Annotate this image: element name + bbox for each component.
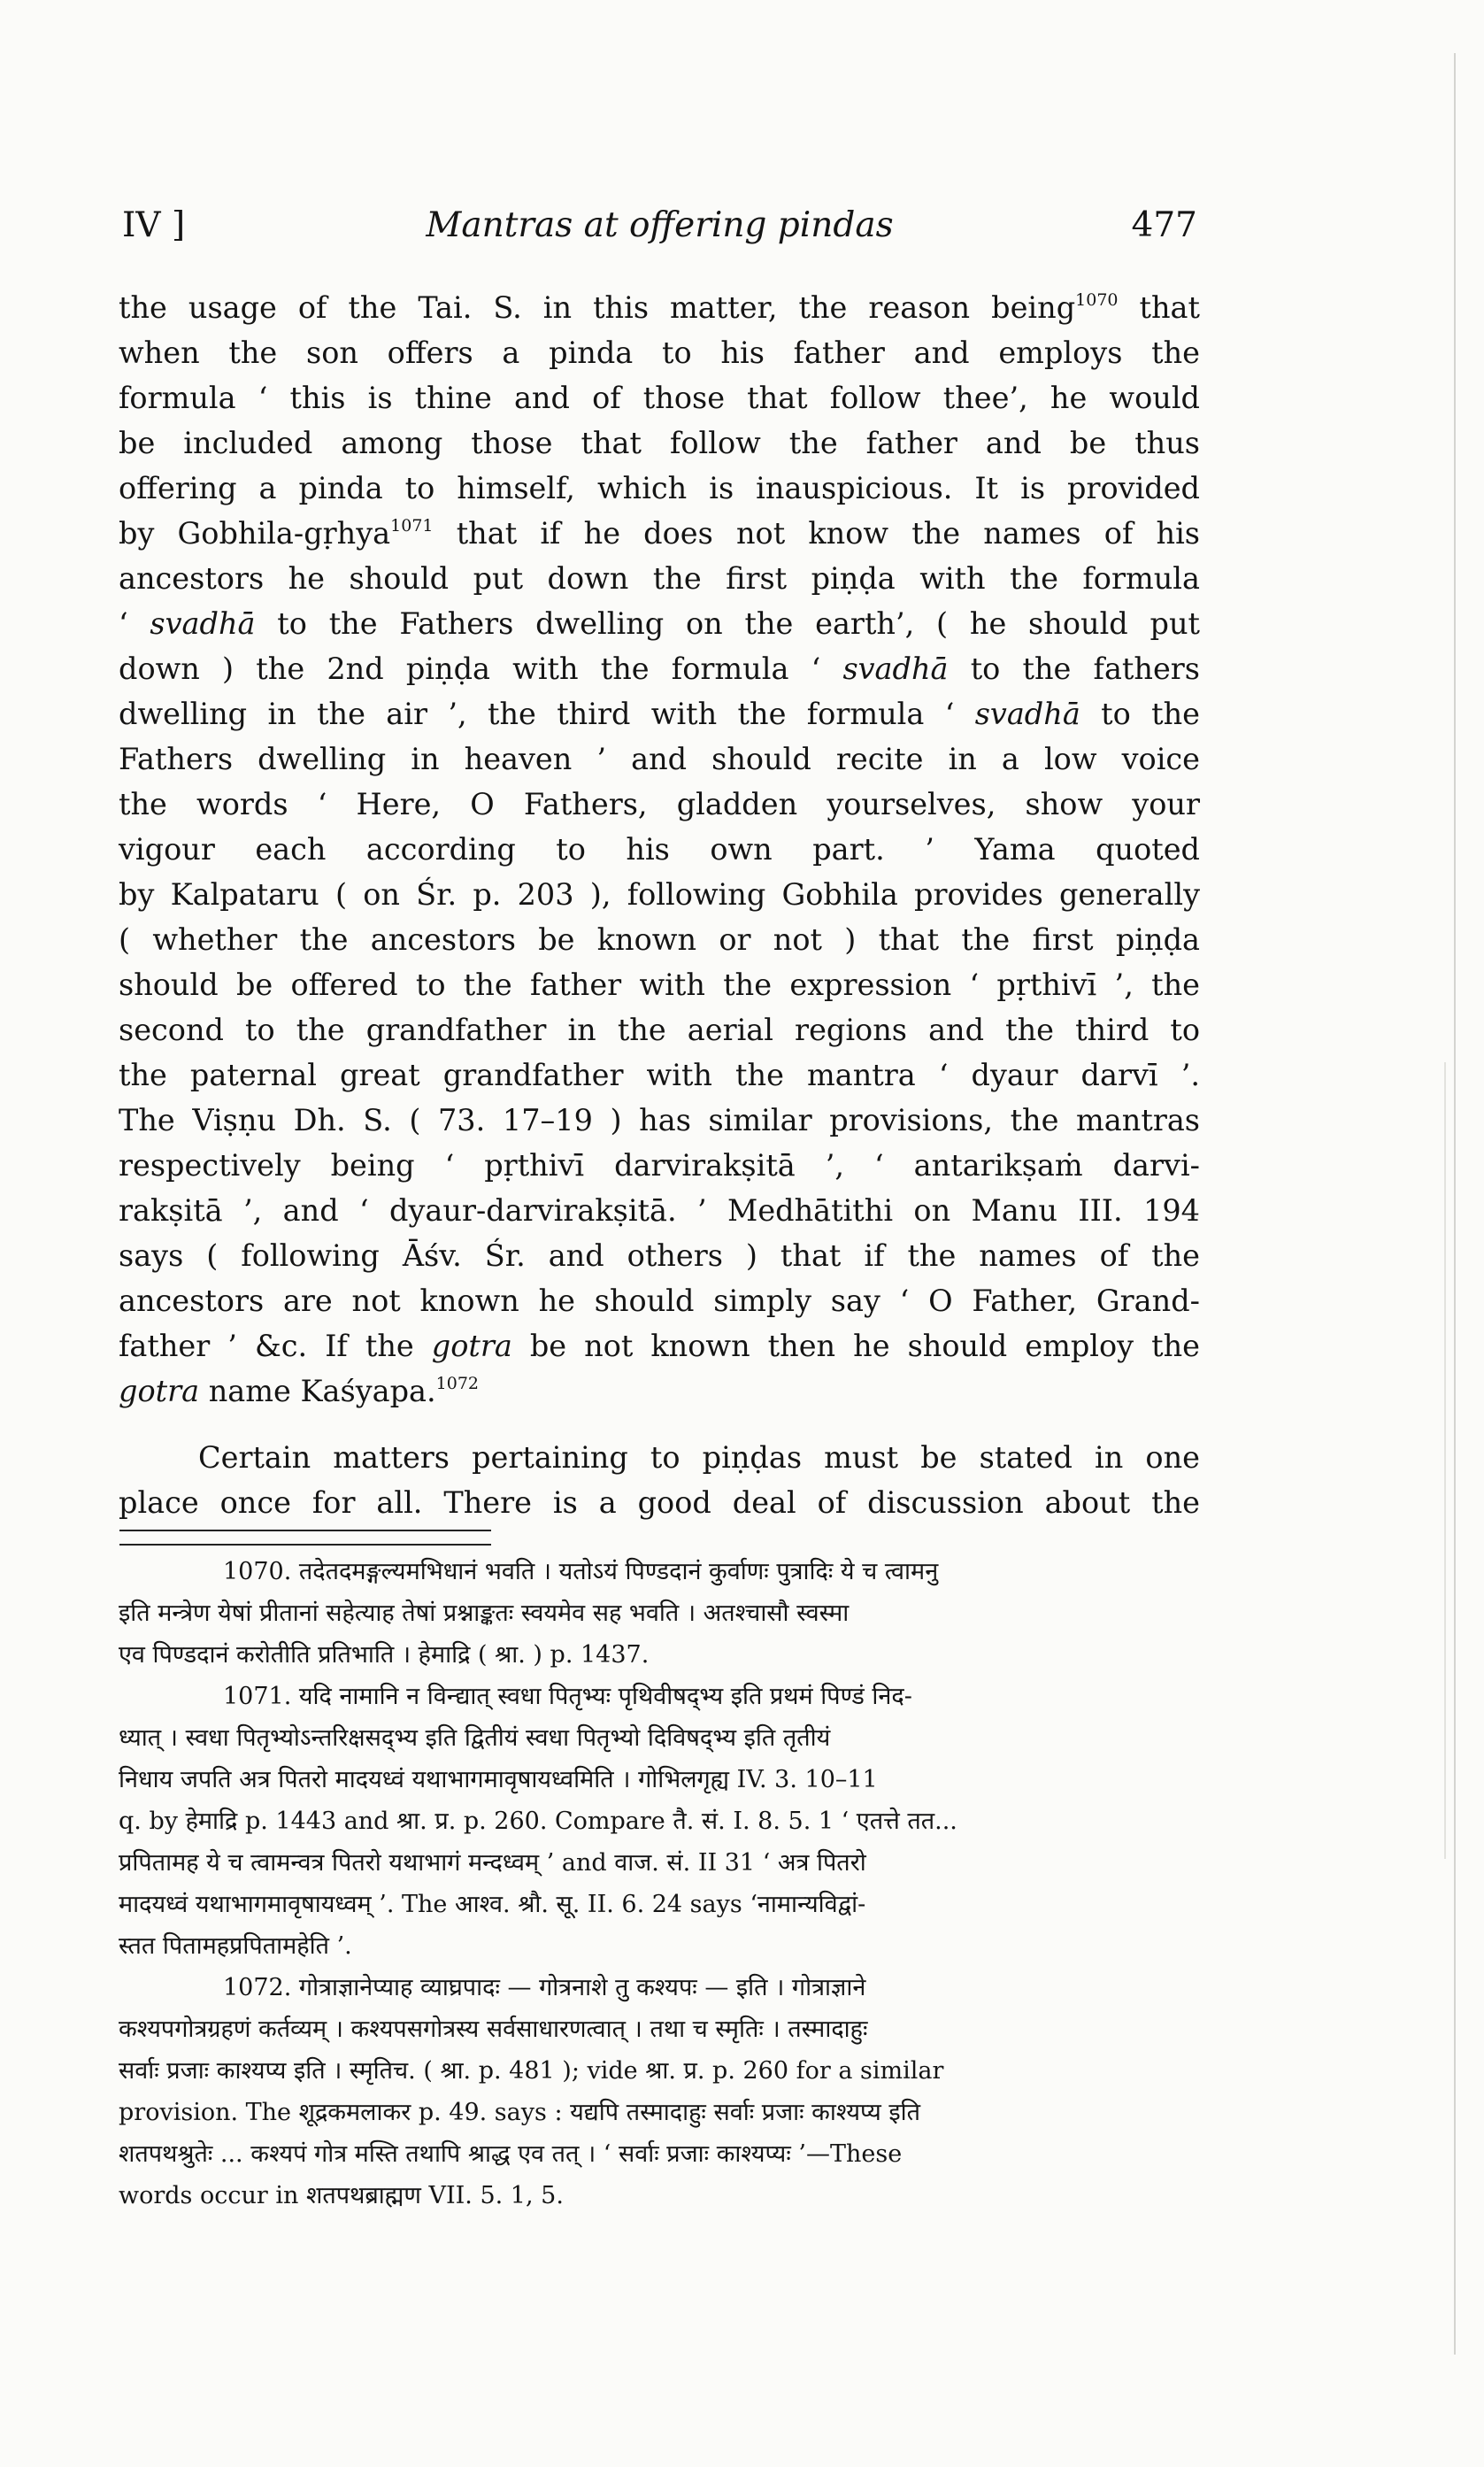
text-line: gotra name Kaśyapa.$^{1072}$ bbox=[119, 1374, 480, 1408]
footnote-line: प्रपितामह ये च त्वामन्वत्र पितरो यथाभागं मन्दध्वम् ’ and वाज. सं. II 31 ‘ अत्र पितरो bbox=[119, 1849, 866, 1877]
text-line: ( whether the ancestors be known or not ) that the first piṇḍa bbox=[119, 922, 1200, 957]
text-line: by Gobhila-gṛhya$^{1071}$ that if he does not know the names of his bbox=[119, 516, 1201, 551]
text-line: the usage of the Tai. S. in this matter, the reason being$^{1070}$ that bbox=[119, 290, 1200, 325]
footnote-line: सर्वाः प्रजाः काश्यप्य इति । स्मृतिच. ( श्रा. p. 481 ); vide श्रा. प्र. p. 260 for a similar bbox=[119, 2057, 944, 2085]
text-line: the words ‘ Here, O Fathers, gladden yourselves, show your bbox=[119, 787, 1200, 821]
text-line: Certain matters pertaining to piṇḍas must be stated in one bbox=[198, 1440, 1200, 1475]
footnote-line: इति मन्त्रेण येषां प्रीतानां सहेत्याह तेषां प्रश्नाङ्कतः स्वयमेव सह भवति । अतश्चासौ स्वस्मा bbox=[119, 1600, 850, 1627]
footnote-separator bbox=[119, 1530, 491, 1546]
text-line: the paternal great grandfather with the mantra ‘ dyaur darvī ’. bbox=[119, 1058, 1200, 1092]
footnote-line: provision. The शूद्रकमलाकर p. 49. says : यद्यपि तस्मादाहुः सर्वाः प्रजाः काश्यप्य इति bbox=[119, 2099, 921, 2126]
text-line: down ) the 2nd piṇḍa with the formula ‘ svadhā to the fathers bbox=[119, 651, 1200, 686]
text-line: ‘ svadhā to the Fathers dwelling on the earth’, ( he should put bbox=[119, 606, 1200, 641]
text-line: should be offered to the father with the expression ‘ pṛthivī ’, the bbox=[119, 968, 1200, 1002]
footnote-line: निधाय जपति अत्र पितरो मादयध्वं यथाभागमावृषायध्वमिति । गोभिलगृह्य IV. 3. 10–11 bbox=[119, 1766, 878, 1793]
footnote-line: कश्यपगोत्रग्रहणं कर्तव्यम् । कश्यपसगोत्रस्य सर्वसाधारणत्वात् । तथा च स्मृतिः । तस्मादाहुः bbox=[119, 2016, 868, 2043]
scan-margin-line bbox=[1454, 53, 1456, 2355]
text-line: ancestors he should put down the first piṇḍa with the formula bbox=[119, 561, 1200, 596]
footnote-ref: 1071 bbox=[390, 516, 434, 536]
text-line: The Viṣṇu Dh. S. ( 73. 17–19 ) has similar provisions, the mantras bbox=[119, 1103, 1200, 1137]
text-line: rakṣitā ’, and ‘ dyaur-darvirakṣitā. ’ Medhātithi on Manu III. 194 bbox=[119, 1193, 1200, 1228]
running-title: Mantras at offering pindas bbox=[426, 205, 894, 245]
chapter-marker: IV ] bbox=[122, 205, 186, 245]
scan-margin-line bbox=[1444, 1062, 1446, 1859]
footnote-line: ध्यात् । स्वधा पितृभ्योऽन्तरिक्षसद्भ्य इति द्वितीयं स्वधा पितृभ्यो दिविषद्भ्य इति तृतीयं bbox=[119, 1724, 831, 1752]
footnotes bbox=[119, 1551, 1200, 2216]
text-line: vigour each according to his own part. ’ Yama quoted bbox=[119, 832, 1200, 867]
page-number: 477 bbox=[1131, 205, 1197, 245]
page-header bbox=[122, 205, 1197, 250]
text-line: dwelling in the air ’, the third with the formula ‘ svadhā to the bbox=[119, 697, 1201, 731]
footnote-ref: 1070 bbox=[1075, 290, 1119, 310]
text-line: by Kalpataru ( on Śr. p. 203 ), following Gobhila provides generally bbox=[119, 877, 1200, 912]
footnote-line: एव पिण्डदानं करोतीति प्रतिभाति । हेमाद्रि ( श्रा. ) p. 1437. bbox=[119, 1641, 650, 1669]
footnote-line: 1072. गोत्राज्ञानेप्याह व्याघ्रपादः — गोत्रनाशे तु कश्यपः — इति । गोत्राज्ञाने bbox=[223, 1974, 866, 2001]
text-line: place once for all. There is a good deal of discussion about the bbox=[119, 1485, 1200, 1520]
footnote-line: q. by हेमाद्रि p. 1443 and श्रा. प्र. p. 260. Compare तै. सं. I. 8. 5. 1 ‘ एतत्ते तत... bbox=[119, 1808, 957, 1835]
text-line: offering a pinda to himself, which is inauspicious. It is provided bbox=[119, 471, 1200, 505]
text-line: second to the grandfather in the aerial regions and the third to bbox=[119, 1013, 1200, 1047]
footnote-line: शतपथश्रुतेः ... कश्यपं गोत्र मस्ति तथापि श्राद्ध एव तत् । ‘ सर्वाः प्रजाः काश्यप्यः ’—These bbox=[119, 2140, 903, 2168]
text-line: ancestors are not known he should simply say ‘ O Father, Grand- bbox=[119, 1284, 1200, 1318]
text-line: formula ‘ this is thine and of those that follow thee’, he would bbox=[119, 381, 1200, 415]
text-line: be included among those that follow the father and be thus bbox=[119, 426, 1200, 460]
main-text bbox=[119, 285, 1200, 1525]
text-line: says ( following Āśv. Śr. and others ) that if the names of the bbox=[119, 1238, 1200, 1273]
footnote-line: words occur in शतपथब्राह्मण VII. 5. 1, 5. bbox=[119, 2182, 564, 2209]
text-line: father ’ &c. If the gotra be not known then he should employ the bbox=[119, 1329, 1200, 1363]
footnote-line: स्तत पितामहप्रपितामहेति ’. bbox=[119, 1932, 352, 1960]
text-line: respectively being ‘ pṛthivī darvirakṣitā ’, ‘ antarikṣaṁ darvi- bbox=[119, 1148, 1200, 1183]
footnote-line: 1071. यदि नामानि न विन्द्यात् स्वधा पितृभ्यः पृथिवीषद्भ्य इति प्रथमं पिण्डं निद- bbox=[223, 1683, 912, 1710]
footnote-line: मादयध्वं यथाभागमावृषायध्वम् ’. The आश्व. श्रौ. सू. II. 6. 24 says ‘नामान्यविद्वां- bbox=[119, 1891, 866, 1918]
paragraph-gap bbox=[119, 1414, 1200, 1435]
footnote-ref: 1072 bbox=[435, 1374, 480, 1393]
footnote-line: 1070. तदेतदमङ्गल्यमभिधानं भवति । यतोऽयं पिण्डदानं कुर्वाणः पुत्रादिः ये च त्वामनु bbox=[223, 1558, 939, 1585]
text-line: when the son offers a pinda to his father and employs the bbox=[119, 335, 1200, 370]
text-line: Fathers dwelling in heaven ’ and should recite in a low voice bbox=[119, 742, 1200, 776]
